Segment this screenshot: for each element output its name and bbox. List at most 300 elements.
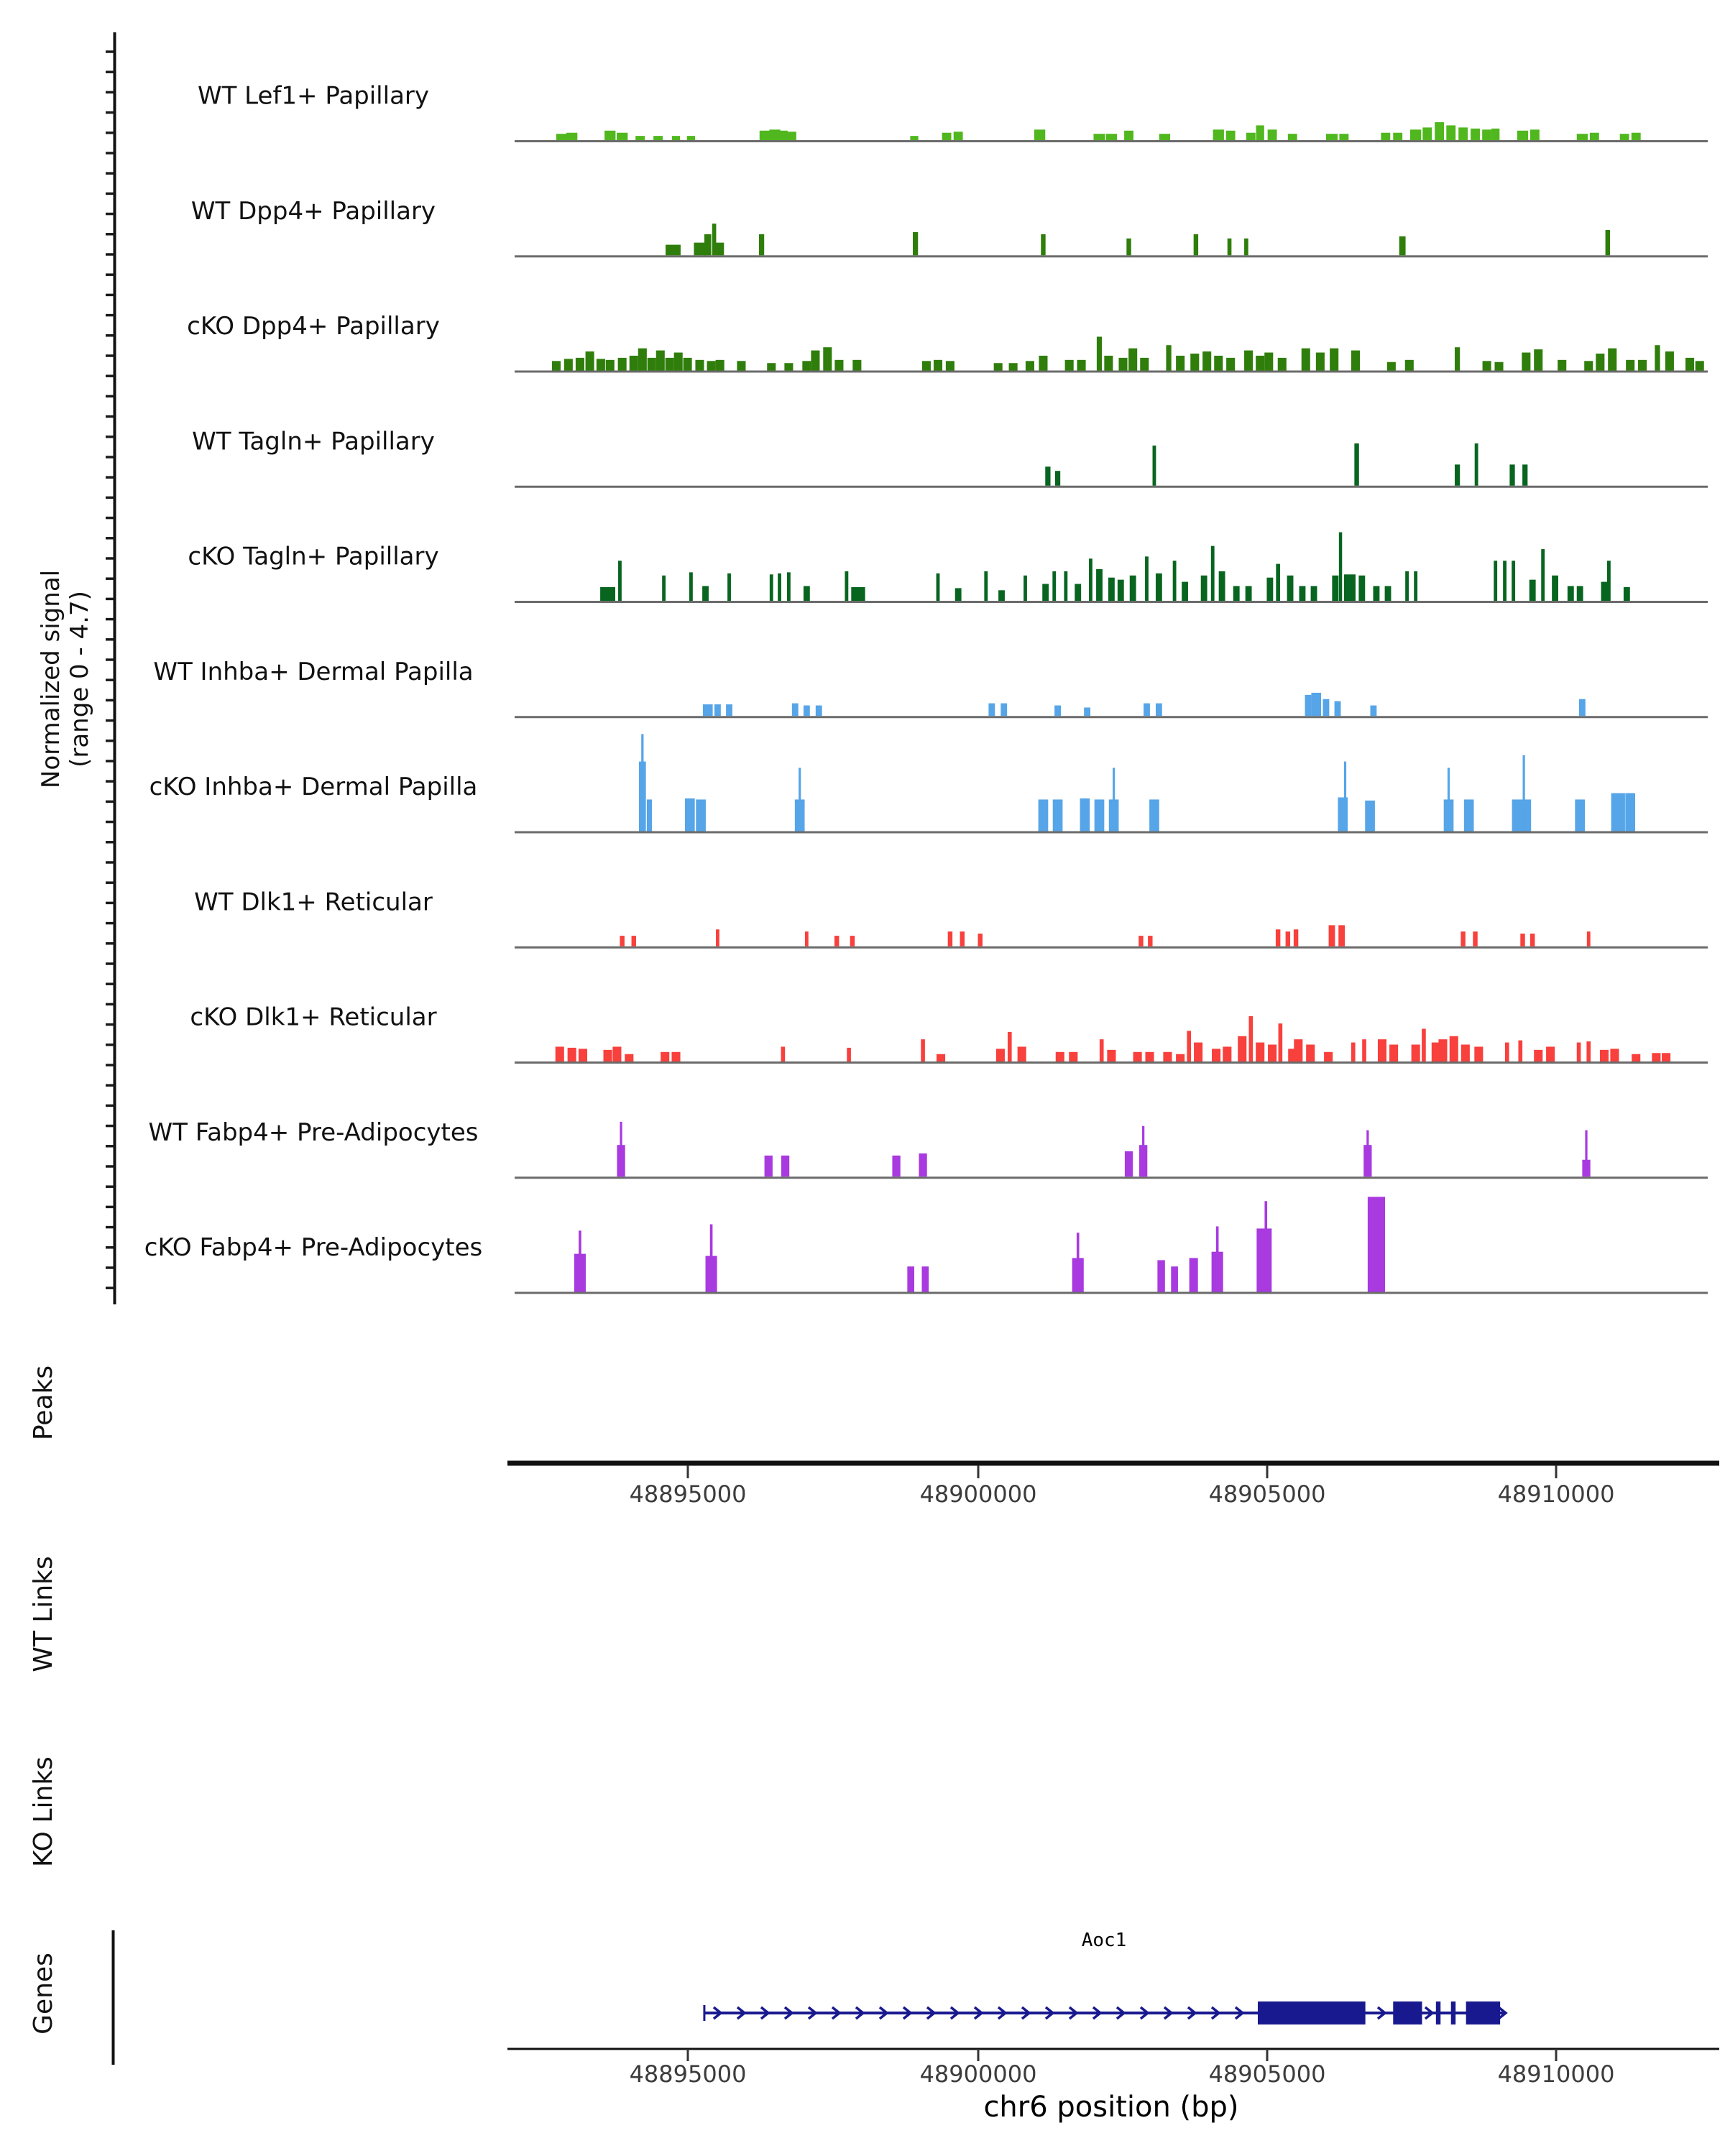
signal-bar — [1166, 345, 1171, 370]
signal-bar — [1084, 708, 1090, 717]
signal-bar — [1300, 586, 1306, 601]
signal-bar — [1446, 125, 1455, 140]
signal-bar — [1503, 561, 1506, 601]
signal-bar — [666, 245, 681, 256]
signal-bar — [1410, 129, 1421, 140]
signal-bar — [1113, 768, 1115, 831]
signal-bar — [1125, 1151, 1133, 1176]
signal-bar — [1052, 571, 1056, 601]
signal-bar — [845, 571, 848, 601]
signal-bar — [714, 704, 721, 716]
signal-bar — [1494, 561, 1497, 601]
signal-bar — [1182, 582, 1188, 601]
signal-bar — [695, 360, 704, 371]
signal-bar — [1311, 586, 1317, 601]
signal-bar — [648, 358, 656, 371]
track-inhba_cko — [150, 734, 1708, 832]
signal-bar — [716, 360, 724, 371]
signal-bar — [638, 349, 647, 371]
signal-bar — [625, 1054, 633, 1061]
signal-bar — [1381, 133, 1390, 140]
signal-bar — [1509, 464, 1514, 485]
signal-bar — [984, 571, 988, 601]
signal-bar — [1338, 925, 1345, 946]
signal-bar — [1190, 354, 1199, 370]
signal-bar — [712, 224, 717, 255]
axis-tick-label: 48895000 — [629, 1480, 747, 1508]
signal-bar — [1601, 582, 1608, 601]
signal-bar — [703, 704, 713, 716]
signal-bar — [1517, 131, 1528, 140]
axis-tick-label: 48895000 — [629, 2060, 747, 2088]
signal-bar — [1039, 356, 1047, 371]
signal-bar — [666, 358, 674, 371]
signal-bar — [620, 936, 624, 946]
signal-bar — [1278, 358, 1287, 371]
signal-bar — [1268, 129, 1277, 140]
signal-bar — [1042, 584, 1049, 601]
signal-bar — [1368, 1197, 1385, 1291]
track-inhba_wt — [153, 658, 1708, 717]
signal-bar — [781, 1156, 789, 1176]
signal-bar — [823, 347, 832, 370]
signal-bar — [1069, 1052, 1077, 1061]
signal-bar — [1256, 1228, 1271, 1291]
signal-bar — [1163, 1052, 1172, 1061]
signal-bar — [1124, 131, 1133, 140]
signal-bar — [1512, 561, 1515, 601]
signal-bar — [1264, 353, 1273, 371]
signal-bar — [1008, 1032, 1012, 1061]
signal-bar — [1362, 1039, 1366, 1061]
track-label: cKO Dlk1+ Reticular — [190, 1003, 437, 1032]
signal-bar — [1652, 1053, 1660, 1061]
signal-bar — [1201, 576, 1208, 601]
signal-bar — [1339, 134, 1348, 140]
signal-bar — [1246, 133, 1256, 140]
signal-bar — [1045, 466, 1050, 485]
signal-bar — [1140, 358, 1149, 371]
signal-bar — [1194, 234, 1198, 255]
signal-bar — [834, 936, 839, 946]
track-tagln_wt — [192, 427, 1708, 487]
signal-bar — [1546, 1046, 1555, 1061]
signal-bar — [632, 936, 636, 946]
signal-bar — [1256, 1043, 1264, 1061]
signal-bar — [1483, 361, 1491, 370]
axis-tick-label: 48910000 — [1497, 2060, 1615, 2088]
signal-bar — [921, 1266, 929, 1291]
signal-axis-ruler — [106, 32, 115, 1304]
signal-bar — [778, 131, 788, 140]
signal-bar — [778, 573, 781, 601]
signal-bar — [1330, 349, 1338, 371]
signal-bar — [635, 136, 645, 140]
signal-bar — [1233, 586, 1240, 601]
signal-bar — [1332, 576, 1338, 601]
signal-bar — [804, 586, 810, 601]
signal-bar — [1187, 1031, 1191, 1061]
signal-bar — [1053, 799, 1063, 831]
signal-bar — [1518, 1041, 1522, 1061]
signal-bar — [1534, 349, 1542, 370]
signal-bar — [1077, 1233, 1080, 1291]
x-axis-title: chr6 position (bp) — [983, 2091, 1239, 2124]
signal-bar — [787, 132, 796, 140]
signal-bar — [1093, 134, 1105, 140]
signal-bar — [852, 360, 861, 371]
signal-bar — [1153, 446, 1156, 486]
signal-bar — [568, 1048, 576, 1061]
signal-bar — [617, 133, 627, 140]
signal-bar — [1256, 356, 1264, 371]
signal-bar — [1294, 1039, 1302, 1061]
signal-bar — [1385, 586, 1392, 601]
signal-bar — [1118, 358, 1127, 371]
signal-bar — [672, 136, 680, 140]
signal-bar — [998, 590, 1005, 601]
signal-bar — [1414, 571, 1417, 601]
track-label: WT Dlk1+ Reticular — [194, 888, 433, 917]
signal-bar — [978, 934, 983, 946]
signal-bar — [1494, 362, 1503, 371]
signal-bar — [1142, 1126, 1144, 1176]
signal-bar — [1294, 929, 1298, 946]
signal-bar — [689, 572, 693, 601]
signal-bar — [1216, 1226, 1219, 1291]
signal-bar — [1219, 571, 1225, 601]
signal-bar — [1339, 533, 1342, 601]
signal-bar — [960, 931, 965, 946]
signal-bar — [1655, 345, 1660, 370]
signal-bar — [1104, 356, 1113, 371]
signal-bar — [1624, 587, 1630, 601]
signal-bar — [1491, 129, 1499, 140]
axis-tick-label: 48905000 — [1208, 1480, 1326, 1508]
signal-bar — [937, 573, 940, 601]
signal-bar — [1626, 360, 1634, 371]
signal-bar — [1541, 549, 1545, 601]
signal-bar — [1213, 129, 1224, 140]
signal-bar — [1329, 925, 1335, 946]
signal-bar — [816, 706, 822, 717]
signal-bar — [1100, 1039, 1104, 1061]
signal-bar — [1351, 1043, 1356, 1061]
signal-bar — [687, 136, 695, 140]
signal-bar — [1212, 1049, 1220, 1061]
signal-bar — [1089, 558, 1092, 601]
track-label: cKO Dpp4+ Papillary — [187, 312, 440, 341]
signal-bar — [1393, 133, 1402, 140]
signal-bar — [1077, 360, 1086, 371]
signal-bar — [805, 931, 809, 946]
signal-bar — [767, 363, 776, 370]
signal-bar — [684, 358, 692, 371]
signal-bar — [641, 734, 643, 831]
track-dpp4_cko — [187, 312, 1708, 372]
signal-bar — [1065, 360, 1074, 371]
gene-name-label: Aoc1 — [1081, 1930, 1127, 1951]
axis-tick-label: 48900000 — [919, 2060, 1037, 2088]
signal-bar — [1244, 239, 1248, 255]
signal-bar — [1475, 443, 1478, 486]
signal-bar — [1096, 569, 1103, 601]
signal-bar — [618, 561, 622, 601]
signal-bar — [1474, 1046, 1483, 1061]
signal-bar — [1399, 236, 1406, 255]
signal-bar — [1156, 704, 1162, 717]
signal-bar — [907, 1266, 914, 1291]
signal-bar — [1596, 354, 1604, 370]
signal-bar — [1288, 134, 1297, 140]
signal-bar — [1590, 133, 1599, 140]
signal-bar — [604, 131, 615, 140]
signal-bar — [1378, 1039, 1386, 1061]
track-label: WT Inhba+ Dermal Papilla — [153, 657, 474, 686]
signal-bar — [1223, 1046, 1231, 1061]
signal-bar — [1374, 586, 1380, 601]
signal-bar — [1534, 1050, 1542, 1061]
signal-bar — [1585, 1130, 1587, 1177]
signal-bar — [604, 1050, 612, 1061]
signal-bar — [630, 356, 638, 371]
signal-bar — [937, 1054, 945, 1061]
signal-bar — [1335, 701, 1341, 717]
signal-bar — [1435, 122, 1444, 140]
section-label-genes: Genes — [29, 1953, 58, 2035]
signal-bar — [765, 1156, 773, 1176]
signal-bar — [942, 133, 952, 140]
signal-bar — [1530, 934, 1535, 946]
signal-bar — [760, 131, 770, 140]
signal-bar — [1365, 801, 1375, 831]
signal-bar — [1130, 576, 1136, 601]
signal-bar — [1128, 349, 1137, 371]
signal-bar — [1387, 362, 1396, 371]
signal-bar — [1097, 337, 1102, 371]
gene-model-Aoc1 — [704, 2001, 1506, 2024]
section-label-wt-links: WT Links — [29, 1556, 58, 1672]
signal-bar — [1306, 1045, 1315, 1061]
track-tagln_cko — [188, 533, 1708, 602]
signal-bar — [1148, 936, 1152, 946]
signal-bar — [1056, 1052, 1064, 1061]
signal-bar — [653, 136, 663, 140]
signal-bar — [1530, 129, 1540, 140]
signal-bar — [1520, 934, 1524, 946]
signal-bar — [1138, 936, 1143, 946]
signal-bar — [1080, 798, 1090, 831]
signal-bar — [579, 1230, 581, 1291]
signal-bar — [1305, 695, 1312, 716]
signal-bar — [662, 576, 666, 601]
signal-bar — [994, 363, 1003, 370]
signal-bar — [1144, 704, 1150, 717]
signal-bar — [1194, 1043, 1202, 1061]
signal-bar — [1577, 134, 1588, 140]
signal-bar — [600, 587, 615, 601]
track-label: cKO Inhba+ Dermal Papilla — [149, 773, 478, 801]
signal-bar — [1246, 586, 1252, 601]
signal-bar — [1264, 1201, 1267, 1291]
section-label-ko-links: KO Links — [29, 1756, 58, 1867]
signal-bar — [1512, 799, 1522, 831]
section-label-peaks: Peaks — [29, 1365, 58, 1441]
signal-bar — [1268, 1045, 1276, 1061]
signal-bar — [1108, 578, 1115, 601]
track-fabp4_wt — [149, 1118, 1708, 1178]
gene-exon — [1436, 2001, 1440, 2024]
signal-bar — [1302, 349, 1310, 371]
signal-bar — [704, 234, 712, 255]
signal-bar — [1464, 799, 1474, 831]
signal-bar — [1577, 586, 1583, 601]
signal-bar — [1176, 1054, 1184, 1061]
axis-tick-label: 48900000 — [919, 1480, 1037, 1508]
signal-bar — [1249, 1016, 1254, 1061]
signal-bar — [618, 358, 627, 371]
signal-bar — [1323, 699, 1330, 716]
signal-bar — [1171, 1266, 1178, 1291]
signal-bar — [1422, 127, 1432, 140]
gene-exon — [1466, 2001, 1500, 2024]
signal-bar — [1358, 576, 1365, 601]
signal-bar — [1405, 360, 1414, 371]
signal-bar — [620, 1122, 622, 1176]
signal-bar — [1157, 1260, 1164, 1291]
signal-bar — [726, 704, 732, 716]
signal-bar — [579, 1049, 587, 1061]
signal-bar — [1458, 127, 1468, 140]
signal-bar — [1584, 361, 1593, 370]
signal-bar — [1471, 129, 1480, 140]
signal-bar — [1696, 361, 1704, 370]
gene-exon — [1258, 2001, 1366, 2024]
signal-bar — [1000, 704, 1007, 717]
track-dlk1_cko — [190, 1003, 1708, 1063]
signal-bar — [804, 706, 810, 717]
signal-bar — [661, 1052, 669, 1061]
signal-bar — [1632, 133, 1641, 140]
peaks-x-axis — [507, 1463, 1719, 1508]
signal-bar — [556, 1046, 564, 1061]
signal-bar — [1173, 561, 1177, 601]
signal-bar — [1018, 1046, 1026, 1061]
signal-bar — [892, 1156, 900, 1176]
signal-bar — [1279, 1023, 1283, 1061]
signal-bar — [784, 363, 793, 370]
axis-tick-label: 48905000 — [1208, 2060, 1326, 2088]
track-label: cKO Fabp4+ Pre-Adipocytes — [144, 1233, 483, 1262]
signal-bar — [694, 243, 705, 256]
signal-bar — [1461, 1045, 1470, 1061]
signal-bar — [834, 360, 843, 371]
signal-bar — [1344, 762, 1346, 831]
signal-bar — [934, 360, 942, 371]
y-axis-label — [37, 570, 94, 788]
signal-bar — [1126, 239, 1131, 255]
y-axis-label-line2: (range 0 - 4.7) — [65, 591, 94, 768]
signal-bar — [1041, 234, 1045, 255]
signal-bar — [1276, 564, 1280, 601]
track-label: WT Lef1+ Papillary — [197, 81, 430, 111]
signal-bar — [1460, 931, 1465, 946]
signal-bar — [1412, 1045, 1420, 1061]
signal-bar — [1039, 799, 1049, 831]
signal-bar — [1149, 799, 1159, 831]
signal-bar — [1422, 1028, 1426, 1061]
track-label: WT Fabp4+ Pre-Adipocytes — [148, 1118, 479, 1147]
bottom-x-axis — [507, 2049, 1719, 2124]
gene-exon — [1393, 2001, 1422, 2024]
gene-exon — [1451, 2001, 1455, 2024]
signal-bar — [564, 359, 573, 370]
signal-bar — [1522, 353, 1530, 371]
signal-bar — [910, 136, 918, 140]
signal-bar — [792, 704, 799, 717]
signal-bar — [606, 360, 615, 371]
signal-bar — [1450, 1036, 1458, 1061]
signal-bar — [1389, 1045, 1398, 1061]
track-label: WT Tagln+ Papillary — [192, 427, 435, 456]
signal-bar — [954, 132, 963, 140]
signal-bar — [787, 572, 791, 601]
signal-bar — [586, 351, 594, 370]
signal-bar — [576, 358, 584, 371]
signal-bar — [1326, 134, 1338, 140]
signal-bar — [1075, 584, 1081, 601]
signal-bar — [1244, 351, 1253, 371]
signal-bar — [946, 361, 954, 370]
track-dlk1_wt — [194, 888, 1708, 947]
signal-bar — [1530, 580, 1536, 601]
signal-bar — [1405, 571, 1409, 601]
signal-bar — [1055, 471, 1060, 486]
signal-bar — [1202, 351, 1211, 370]
signal-bar — [696, 799, 706, 831]
axis-tick-label: 48910000 — [1497, 1480, 1615, 1508]
signal-bar — [759, 234, 764, 255]
signal-bar — [671, 1052, 680, 1061]
signal-bar — [1586, 1041, 1591, 1061]
signal-bar — [1344, 574, 1356, 601]
signal-bar — [922, 361, 931, 370]
signal-bar — [566, 133, 577, 140]
signal-bar — [770, 574, 773, 601]
signal-bar — [1228, 239, 1232, 255]
signal-bar — [1054, 706, 1061, 717]
signal-bar — [1190, 1258, 1198, 1292]
signal-bar — [1316, 353, 1325, 371]
signal-bar — [1575, 799, 1585, 831]
signal-bar — [1211, 546, 1215, 601]
signal-bar — [847, 1048, 851, 1061]
signal-bar — [707, 361, 716, 370]
signal-bar — [1159, 134, 1170, 140]
signal-bar — [1665, 351, 1674, 370]
signal-bar — [1558, 360, 1566, 371]
signal-bar — [948, 931, 952, 946]
signal-bar — [1448, 768, 1450, 831]
signal-bar — [802, 361, 811, 370]
signal-bar — [1505, 1043, 1509, 1061]
signal-bar — [1607, 561, 1611, 601]
signal-bar — [1156, 573, 1162, 601]
track-label: cKO Tagln+ Papillary — [188, 542, 439, 571]
signal-bar — [1107, 1050, 1116, 1061]
signal-bar — [1351, 351, 1360, 371]
signal-bar — [850, 936, 855, 946]
